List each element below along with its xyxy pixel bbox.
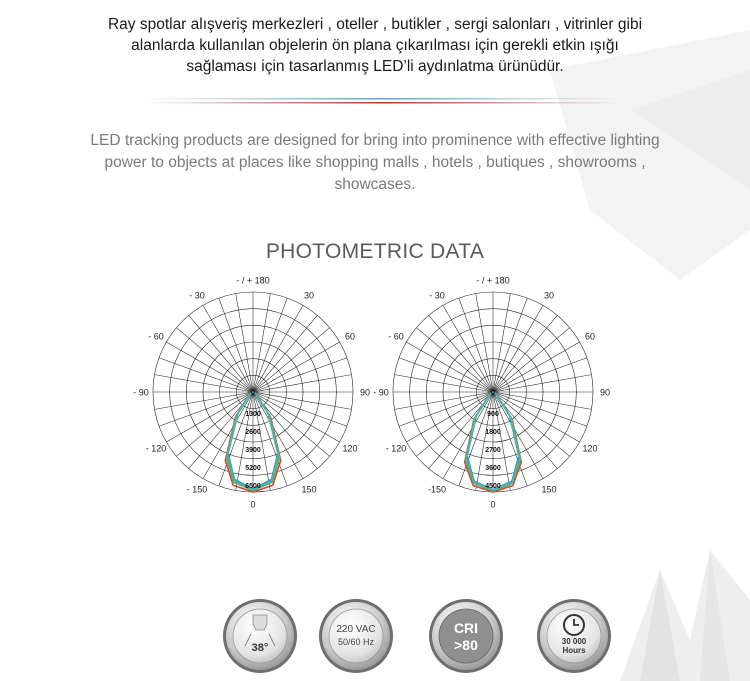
angle-label: 150 — [301, 484, 317, 495]
radial-tick-label: 0 — [251, 390, 255, 397]
radial-tick-label: 5200 — [245, 465, 261, 472]
badge-voltage — [318, 598, 394, 674]
badge-cri — [428, 598, 504, 674]
lifetime-value: 30 000 — [561, 637, 587, 646]
angle-label: 30 — [543, 290, 555, 301]
description-english-line: LED tracking products are designed for bring into prominence with effective lighting — [90, 132, 660, 149]
radial-tick-label: 2600 — [245, 429, 261, 436]
polar-diagram-right — [370, 270, 620, 515]
radial-tick-label: 4500 — [485, 483, 501, 490]
angle-label: - 30 — [189, 290, 205, 301]
angle-label: - 90 — [133, 387, 149, 398]
badge-face — [439, 609, 493, 663]
description-turkish-line: alanlarda kullanılan objelerin ön plana çıkarılması için gerekli etkin ışığı — [131, 37, 619, 54]
angle-label: 60 — [344, 331, 356, 342]
polar-diagram-left — [130, 270, 380, 515]
voltage-value: 220 VAC — [336, 624, 376, 635]
angle-label: - / + 180 — [236, 275, 270, 286]
description-english-line: power to objects at places like shopping malls , hotels , butiques , showrooms , — [104, 154, 646, 171]
angle-label: 90 — [359, 387, 371, 398]
angle-label: - 120 — [145, 443, 167, 454]
angle-label: - 150 — [186, 484, 208, 495]
radial-tick-label: 1300 — [245, 411, 261, 418]
angle-label: - 60 — [388, 331, 404, 342]
radial-tick-label: 3600 — [485, 465, 501, 472]
description-english-line: showcases. — [334, 176, 416, 193]
lifetime-unit: Hours — [562, 646, 586, 655]
radial-tick-label: 6500 — [245, 483, 261, 490]
cri-value: >80 — [454, 637, 478, 653]
divider-line-red — [146, 102, 620, 104]
angle-label: 150 — [541, 484, 557, 495]
badge-face — [329, 609, 383, 663]
radial-tick-label: 1800 — [485, 429, 501, 436]
angle-label: - 120 — [385, 443, 407, 454]
cri-label: CRI — [453, 620, 479, 636]
angle-label: 120 — [342, 443, 358, 454]
description-turkish — [20, 14, 730, 77]
angle-label: - 30 — [429, 290, 445, 301]
angle-label: 0 — [250, 499, 256, 510]
badge-lifetime — [536, 598, 612, 674]
description-turkish-line: sağlaması için tasarlanmış LED’li aydınlatma ürünüdür. — [186, 58, 564, 75]
radial-tick-label: 0 — [491, 390, 495, 397]
photometric-title: PHOTOMETRIC DATA — [265, 240, 485, 263]
angle-label: - 60 — [148, 331, 164, 342]
beam-angle-value: 38° — [251, 642, 269, 654]
angle-label: 60 — [584, 331, 596, 342]
angle-label: 30 — [303, 290, 315, 301]
angle-label: 120 — [582, 443, 598, 454]
divider-line-blue — [146, 98, 620, 100]
background-shape-bottom-right — [600, 530, 750, 681]
badge-beam-angle — [222, 598, 298, 674]
description-turkish-line: Ray spotlar alışveriş merkezleri , oteller , butikler , sergi salonları , vitrinler gibi — [107, 16, 643, 33]
radial-tick-label: 2700 — [485, 447, 501, 454]
radial-tick-label: 900 — [487, 411, 499, 418]
angle-label: - / + 180 — [476, 275, 510, 286]
angle-label: 0 — [490, 499, 496, 510]
radial-tick-label: 3900 — [245, 447, 261, 454]
angle-label: -150 — [427, 484, 447, 495]
section-divider — [146, 97, 620, 105]
angle-label: - 90 — [373, 387, 389, 398]
description-english — [40, 130, 710, 196]
frequency-value: 50/60 Hz — [337, 637, 375, 647]
angle-label: 90 — [599, 387, 611, 398]
